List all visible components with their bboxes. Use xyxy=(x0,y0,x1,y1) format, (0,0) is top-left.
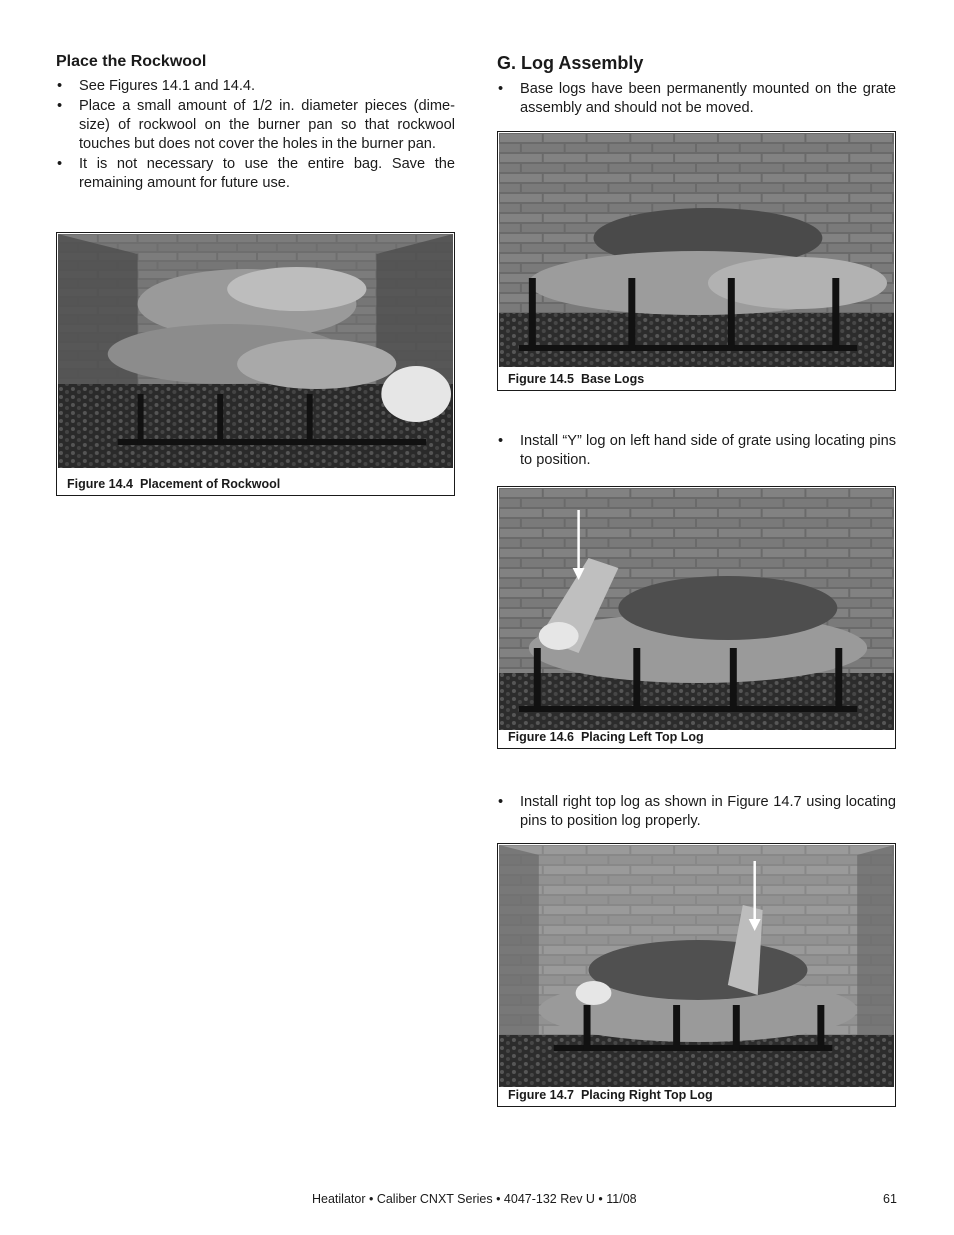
left-top-log-photo xyxy=(499,488,894,730)
footer-document-info: Heatilator • Caliber CNXT Series • 4047-132 Rev U • 11/08 xyxy=(312,1192,637,1206)
fireplace-photo-illustration xyxy=(499,133,894,367)
list-item: • Install “Y” log on left hand side of grate using locating pins to position. xyxy=(497,432,896,470)
log-assembly-bullet-2 xyxy=(497,432,896,471)
right-column xyxy=(497,53,896,119)
rockwool-bullet-list xyxy=(56,77,455,193)
figure-caption: Figure 14.5 Base Logs xyxy=(508,372,645,386)
log-assembly-bullet-3 xyxy=(497,793,896,832)
list-item: • Place a small amount of 1/2 in. diameter pieces (dime-size) of rockwool on the burner pan so that rockwool touches but does not cover the holes in the burner pan. xyxy=(56,97,455,154)
section-heading-log-assembly: G. Log Assembly xyxy=(497,53,644,73)
right-top-log-photo xyxy=(499,845,894,1087)
base-logs-photo xyxy=(499,133,894,367)
figure-14-6 xyxy=(497,486,896,749)
left-column xyxy=(56,53,455,194)
list-item: • See Figures 14.1 and 14.4. xyxy=(56,77,455,96)
fireplace-photo-illustration xyxy=(58,234,453,468)
rockwool-photo xyxy=(58,234,453,468)
figure-14-4 xyxy=(56,232,455,496)
figure-14-5 xyxy=(497,131,896,391)
section-heading-rockwool: Place the Rockwool xyxy=(56,53,207,70)
fireplace-photo-illustration xyxy=(499,845,894,1087)
figure-caption: Figure 14.4 Placement of Rockwool xyxy=(67,477,281,491)
figure-14-7 xyxy=(497,843,896,1107)
list-item: • It is not necessary to use the entire bag. Save the remaining amount for future use. xyxy=(56,155,455,193)
list-item: • Base logs have been permanently mounted on the grate assembly and should not be moved. xyxy=(497,80,896,118)
log-assembly-bullet-1 xyxy=(497,80,896,118)
page-number: 61 xyxy=(883,1192,897,1206)
list-item: • Install right top log as shown in Figure 14.7 using locating pins to position log properly. xyxy=(497,793,896,831)
figure-caption: Figure 14.7 Placing Right Top Log xyxy=(508,1088,713,1102)
figure-caption: Figure 14.6 Placing Left Top Log xyxy=(508,730,704,744)
fireplace-photo-illustration xyxy=(499,488,894,730)
